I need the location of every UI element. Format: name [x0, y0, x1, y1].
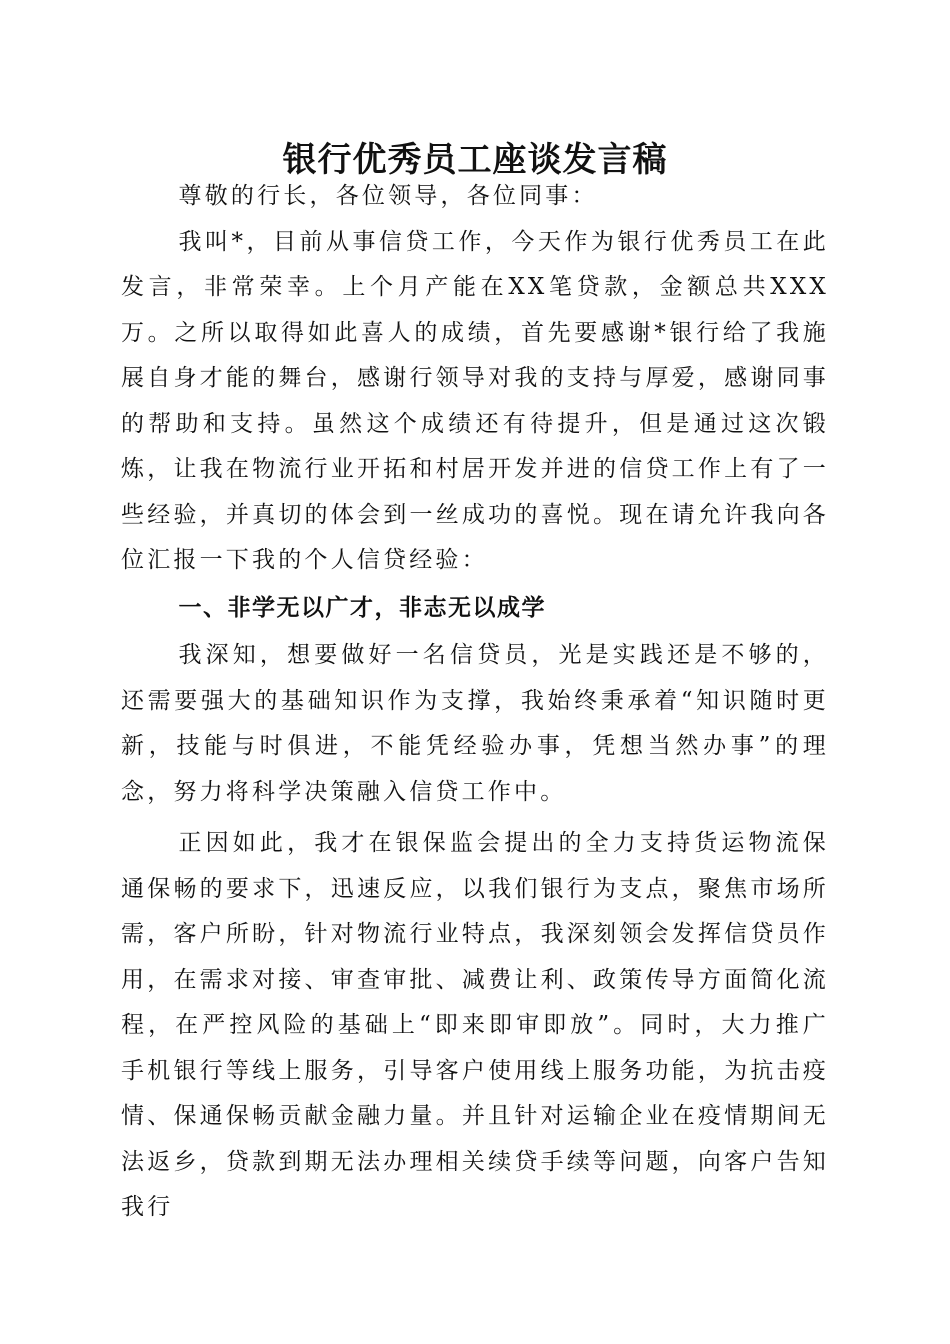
document-title: 银行优秀员工座谈发言稿 [282, 140, 668, 180]
salutation-paragraph: 尊敬的行长，各位领导，各位同事： [178, 183, 598, 209]
body-paragraph: 我深知，想要做好一名信贷员，光是实践还是不够的，还需要强大的基础知识作为支撑，我始终秉承着“知识随时更新，技能与时俱进，不能凭经验办事，凭想当然办事”的理念，努力将科学决策融入信贷工作中。 [121, 642, 829, 805]
body-paragraph: 正因如此，我才在银保监会提出的全力支持货运物流保通保畅的要求下，迅速反应，以我们银行为支点，聚焦市场所需，客户所盼，针对物流行业特点，我深刻领会发挥信贷员作用，在需求对接、审查审批、减费让利、政策传导方面简化流程，在严控风险的基础上“即来即审即放”。同时，大力推广手机银行等线上服务，引导客户使用线上服务功能，为抗击疫情、保通保畅贡献金融力量。并且针对运输企业在疫情期间无法返乡，贷款到期无法办理相关续贷手续等问题，向客户告知我行 [121, 830, 829, 1220]
intro-paragraph: 我叫*，目前从事信贷工作，今天作为银行优秀员工在此发言，非常荣幸。上个月产能在XX笔贷款，金额总共XXX万。之所以取得如此喜人的成绩，首先要感谢*银行给了我施展自身才能的舞台，感谢行领导对我的支持与厚爱，感谢同事的帮助和支持。虽然这个成绩还有待提升，但是通过这次锻炼，让我在物流行业开拓和村居开发并进的信贷工作上有了一些经验，并真切的体会到一丝成功的喜悦。现在请允许我向各位汇报一下我的个人信贷经验： [121, 228, 829, 573]
document-body [121, 174, 829, 1231]
section-heading: 一、非学无以广才，非志无以成学 [178, 594, 546, 621]
